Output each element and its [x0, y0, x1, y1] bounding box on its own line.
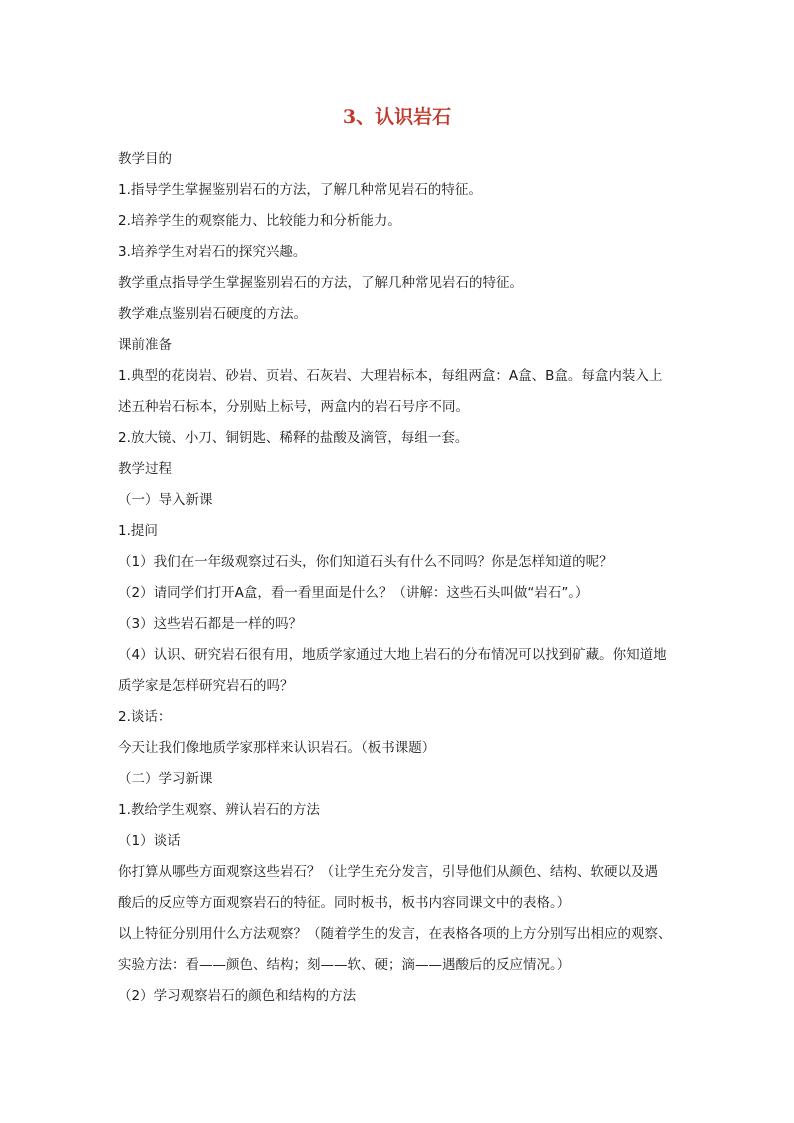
lesson-title: 3、认识岩石 — [342, 106, 452, 128]
paragraph: 1.指导学生掌握鉴别岩石的方法，了解几种常见岩石的特征。 — [118, 182, 482, 198]
paragraph: （4）认识、研究岩石很有用，地质学家通过大地上岩石的分布情况可以找到矿藏。你知道地 — [118, 647, 667, 663]
paragraph-key-point: 教学重点指导学生掌握鉴别岩石的方法，了解几种常见岩石的特征。 — [118, 275, 523, 291]
paragraph: （2）学习观察岩石的颜色和结构的方法 — [118, 988, 357, 1004]
paragraph: （3）这些岩石都是一样的吗？ — [118, 616, 303, 632]
paragraph: 酸后的反应等方面观察岩石的特征。同时板书，板书内容同课文中的表格。） — [118, 895, 571, 911]
paragraph: 1.典型的花岗岩、砂岩、页岩、石灰岩、大理岩标本，每组两盒：A盒、B盒。每盒内装入上 — [118, 368, 663, 384]
section-heading-process: 教学过程 — [118, 461, 172, 477]
paragraph: 3.培养学生对岩石的探究兴趣。 — [118, 244, 307, 260]
paragraph: 1.提问 — [118, 523, 158, 539]
paragraph: 述五种岩石标本，分别贴上标号，两盒内的岩石号序不同。 — [118, 399, 469, 415]
subsection-heading: （二）学习新课 — [118, 771, 213, 787]
paragraph-difficulty: 教学难点鉴别岩石硬度的方法。 — [118, 306, 307, 322]
paragraph: 你打算从哪些方面观察这些岩石？（让学生充分发言，引导他们从颜色、结构、软硬以及遇 — [118, 864, 658, 880]
paragraph: 1.教给学生观察、辨认岩石的方法 — [118, 802, 320, 818]
paragraph: 2.放大镜、小刀、铜钥匙、稀释的盐酸及滴管，每组一套。 — [118, 430, 469, 446]
paragraph: 2.谈话： — [118, 709, 172, 725]
paragraph: 实验方法：看——颜色、结构；刻——软、硬；滴——遇酸后的反应情况。） — [118, 957, 571, 973]
section-heading-preparation: 课前准备 — [118, 337, 172, 353]
paragraph: （1）我们在一年级观察过石头，你们知道石头有什么不同吗？你是怎样知道的呢？ — [118, 554, 613, 570]
paragraph: 以上特征分别用什么方法观察？（随着学生的发言，在表格各项的上方分别写出相应的观察、 — [118, 926, 672, 942]
subsection-heading: （一）导入新课 — [118, 492, 213, 508]
paragraph: （2）请同学们打开A盒，看一看里面是什么？（讲解：这些石头叫做“岩石”。） — [118, 585, 589, 601]
paragraph: （1）谈话 — [118, 833, 181, 849]
paragraph: 质学家是怎样研究岩石的吗？ — [118, 678, 294, 694]
paragraph: 今天让我们像地质学家那样来认识岩石。（板书课题） — [118, 740, 436, 756]
lesson-body — [118, 144, 678, 1012]
section-heading-objectives: 教学目的 — [118, 151, 172, 167]
paragraph: 2.培养学生的观察能力、比较能力和分析能力。 — [118, 213, 401, 229]
